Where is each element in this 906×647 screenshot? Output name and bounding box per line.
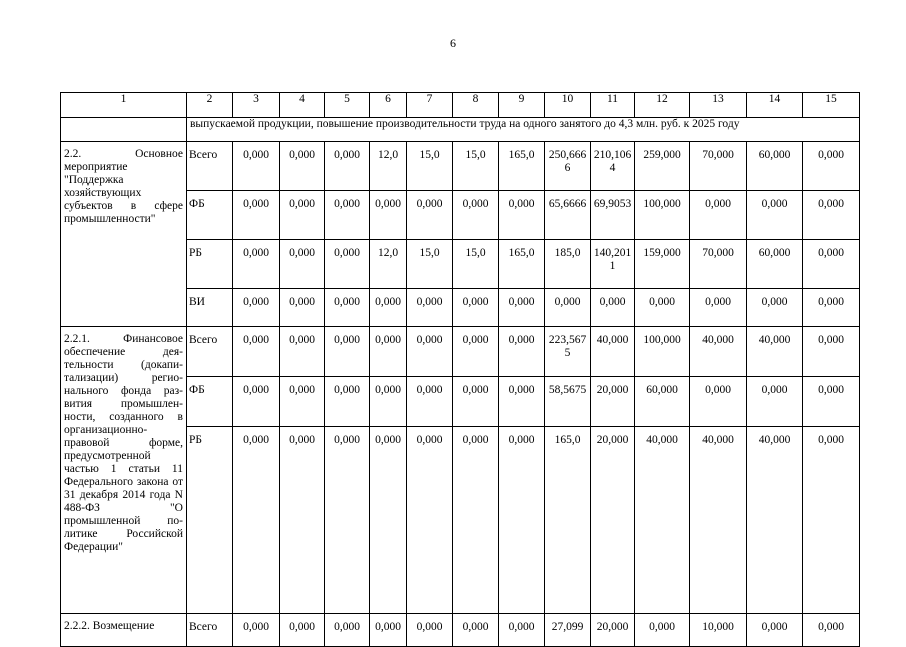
value-cell: 70,000: [690, 142, 747, 191]
funding-source: ФБ: [187, 377, 233, 427]
column-number-header: 15: [803, 93, 860, 118]
value-cell: 165,0: [545, 427, 591, 614]
value-cell: 259,000: [635, 142, 690, 191]
funding-source: ВИ: [187, 289, 233, 327]
funding-source: РБ: [187, 240, 233, 289]
value-cell: 0,000: [803, 427, 860, 614]
value-cell: 0,000: [233, 289, 280, 327]
value-cell: 40,000: [747, 427, 803, 614]
value-cell: 0,000: [803, 614, 860, 647]
value-cell: 70,000: [690, 240, 747, 289]
value-cell: 0,000: [233, 614, 280, 647]
value-cell: 0,000: [280, 289, 325, 327]
value-cell: 0,000: [453, 427, 499, 614]
value-cell: 0,000: [690, 377, 747, 427]
value-cell: 15,0: [453, 240, 499, 289]
value-cell: 0,000: [325, 327, 370, 377]
value-cell: 60,000: [747, 142, 803, 191]
value-cell: 0,000: [803, 191, 860, 240]
value-cell: 0,000: [499, 191, 545, 240]
value-cell: 0,000: [407, 377, 453, 427]
goal-empty-cell: [61, 118, 187, 142]
value-cell: 0,000: [280, 427, 325, 614]
funding-source: Всего: [187, 614, 233, 647]
value-cell: 0,000: [407, 289, 453, 327]
value-cell: 0,000: [803, 327, 860, 377]
header-row: [61, 93, 860, 118]
value-cell: 223,5675: [545, 327, 591, 377]
column-number-header: 9: [499, 93, 545, 118]
value-cell: 0,000: [280, 377, 325, 427]
value-cell: 0,000: [635, 289, 690, 327]
column-number-header: 10: [545, 93, 591, 118]
value-cell: 0,000: [370, 327, 407, 377]
value-cell: 0,000: [453, 191, 499, 240]
value-cell: 0,000: [453, 377, 499, 427]
column-number-header: 6: [370, 93, 407, 118]
value-cell: 69,9053: [591, 191, 635, 240]
value-cell: 100,000: [635, 327, 690, 377]
goal-row: [61, 118, 860, 142]
funding-source: ФБ: [187, 191, 233, 240]
value-cell: 185,0: [545, 240, 591, 289]
value-cell: 159,000: [635, 240, 690, 289]
value-cell: 0,000: [747, 191, 803, 240]
value-cell: 60,000: [747, 240, 803, 289]
value-cell: 40,000: [747, 327, 803, 377]
value-cell: 0,000: [370, 614, 407, 647]
value-cell: 0,000: [325, 427, 370, 614]
value-cell: 40,000: [690, 327, 747, 377]
value-cell: 15,0: [407, 240, 453, 289]
column-number-header: 3: [233, 93, 280, 118]
value-cell: 0,000: [747, 377, 803, 427]
value-cell: 0,000: [499, 377, 545, 427]
value-cell: 100,000: [635, 191, 690, 240]
value-cell: 20,000: [591, 614, 635, 647]
table-row: [61, 614, 860, 647]
value-cell: 60,000: [635, 377, 690, 427]
value-cell: 0,000: [635, 614, 690, 647]
value-cell: 0,000: [453, 289, 499, 327]
table-row: [61, 142, 860, 191]
value-cell: 0,000: [803, 289, 860, 327]
value-cell: 165,0: [499, 240, 545, 289]
value-cell: 0,000: [325, 240, 370, 289]
value-cell: 210,1064: [591, 142, 635, 191]
value-cell: 0,000: [280, 191, 325, 240]
column-number-header: 14: [747, 93, 803, 118]
value-cell: 0,000: [453, 327, 499, 377]
value-cell: 0,000: [453, 614, 499, 647]
column-number-header: 12: [635, 93, 690, 118]
value-cell: 0,000: [407, 427, 453, 614]
column-number-header: 1: [61, 93, 187, 118]
value-cell: 0,000: [233, 191, 280, 240]
value-cell: 0,000: [803, 240, 860, 289]
value-cell: 0,000: [407, 191, 453, 240]
value-cell: 0,000: [370, 289, 407, 327]
value-cell: 20,000: [591, 377, 635, 427]
value-cell: 0,000: [325, 377, 370, 427]
measure-description: 2.2.2. Возмещение: [61, 614, 187, 647]
value-cell: 0,000: [747, 289, 803, 327]
value-cell: 0,000: [370, 427, 407, 614]
value-cell: 0,000: [325, 191, 370, 240]
value-cell: 0,000: [803, 142, 860, 191]
value-cell: 0,000: [233, 427, 280, 614]
value-cell: 12,0: [370, 240, 407, 289]
value-cell: 15,0: [407, 142, 453, 191]
value-cell: 0,000: [280, 614, 325, 647]
column-number-header: 7: [407, 93, 453, 118]
value-cell: 12,0: [370, 142, 407, 191]
value-cell: 0,000: [280, 327, 325, 377]
value-cell: 10,000: [690, 614, 747, 647]
value-cell: 20,000: [591, 427, 635, 614]
value-cell: 27,099: [545, 614, 591, 647]
value-cell: 40,000: [635, 427, 690, 614]
column-number-header: 11: [591, 93, 635, 118]
value-cell: 0,000: [370, 191, 407, 240]
value-cell: 0,000: [233, 142, 280, 191]
table-row: [61, 327, 860, 377]
funding-source: Всего: [187, 327, 233, 377]
value-cell: 0,000: [280, 142, 325, 191]
value-cell: 165,0: [499, 142, 545, 191]
budget-table: [60, 92, 860, 647]
value-cell: 40,000: [591, 327, 635, 377]
value-cell: 0,000: [499, 327, 545, 377]
value-cell: 0,000: [233, 377, 280, 427]
funding-source: РБ: [187, 427, 233, 614]
value-cell: 0,000: [499, 289, 545, 327]
value-cell: 65,6666: [545, 191, 591, 240]
value-cell: 140,2011: [591, 240, 635, 289]
value-cell: 0,000: [325, 142, 370, 191]
value-cell: 58,5675: [545, 377, 591, 427]
value-cell: 15,0: [453, 142, 499, 191]
value-cell: 0,000: [407, 614, 453, 647]
goal-text: выпускаемой продукции, повышение производительности труда на одного занятого до 4,3 млн. руб. к 2025 году: [187, 118, 860, 142]
column-number-header: 8: [453, 93, 499, 118]
value-cell: 0,000: [803, 377, 860, 427]
value-cell: 0,000: [370, 377, 407, 427]
measure-description: 2.2. Основное мероприятие "Поддержка хозяйствующих субъектов в сфере промышленности": [61, 142, 187, 327]
value-cell: 0,000: [233, 327, 280, 377]
column-number-header: 4: [280, 93, 325, 118]
column-number-header: 2: [187, 93, 233, 118]
value-cell: 0,000: [233, 240, 280, 289]
value-cell: 250,6666: [545, 142, 591, 191]
value-cell: 0,000: [690, 191, 747, 240]
value-cell: 0,000: [591, 289, 635, 327]
page-number: 6: [450, 36, 456, 50]
value-cell: 0,000: [499, 427, 545, 614]
value-cell: 0,000: [499, 614, 545, 647]
value-cell: 0,000: [325, 614, 370, 647]
value-cell: 0,000: [280, 240, 325, 289]
value-cell: 0,000: [545, 289, 591, 327]
measure-description: 2.2.1. Финансовое обеспечение дея-тельности (докапи-тализации) регио-нального фонда раз-вития промышлен-ности, созданного в организационно-правовой форме, предусмотренной частью 1 статьи 11 Федерального закона от 31 декабря 2014 года N 488-ФЗ "О промышленной по-литике Российской Федерации": [61, 327, 187, 614]
funding-source: Всего: [187, 142, 233, 191]
column-number-header: 5: [325, 93, 370, 118]
value-cell: 0,000: [325, 289, 370, 327]
value-cell: 40,000: [690, 427, 747, 614]
value-cell: 0,000: [690, 289, 747, 327]
value-cell: 0,000: [747, 614, 803, 647]
column-number-header: 13: [690, 93, 747, 118]
value-cell: 0,000: [407, 327, 453, 377]
